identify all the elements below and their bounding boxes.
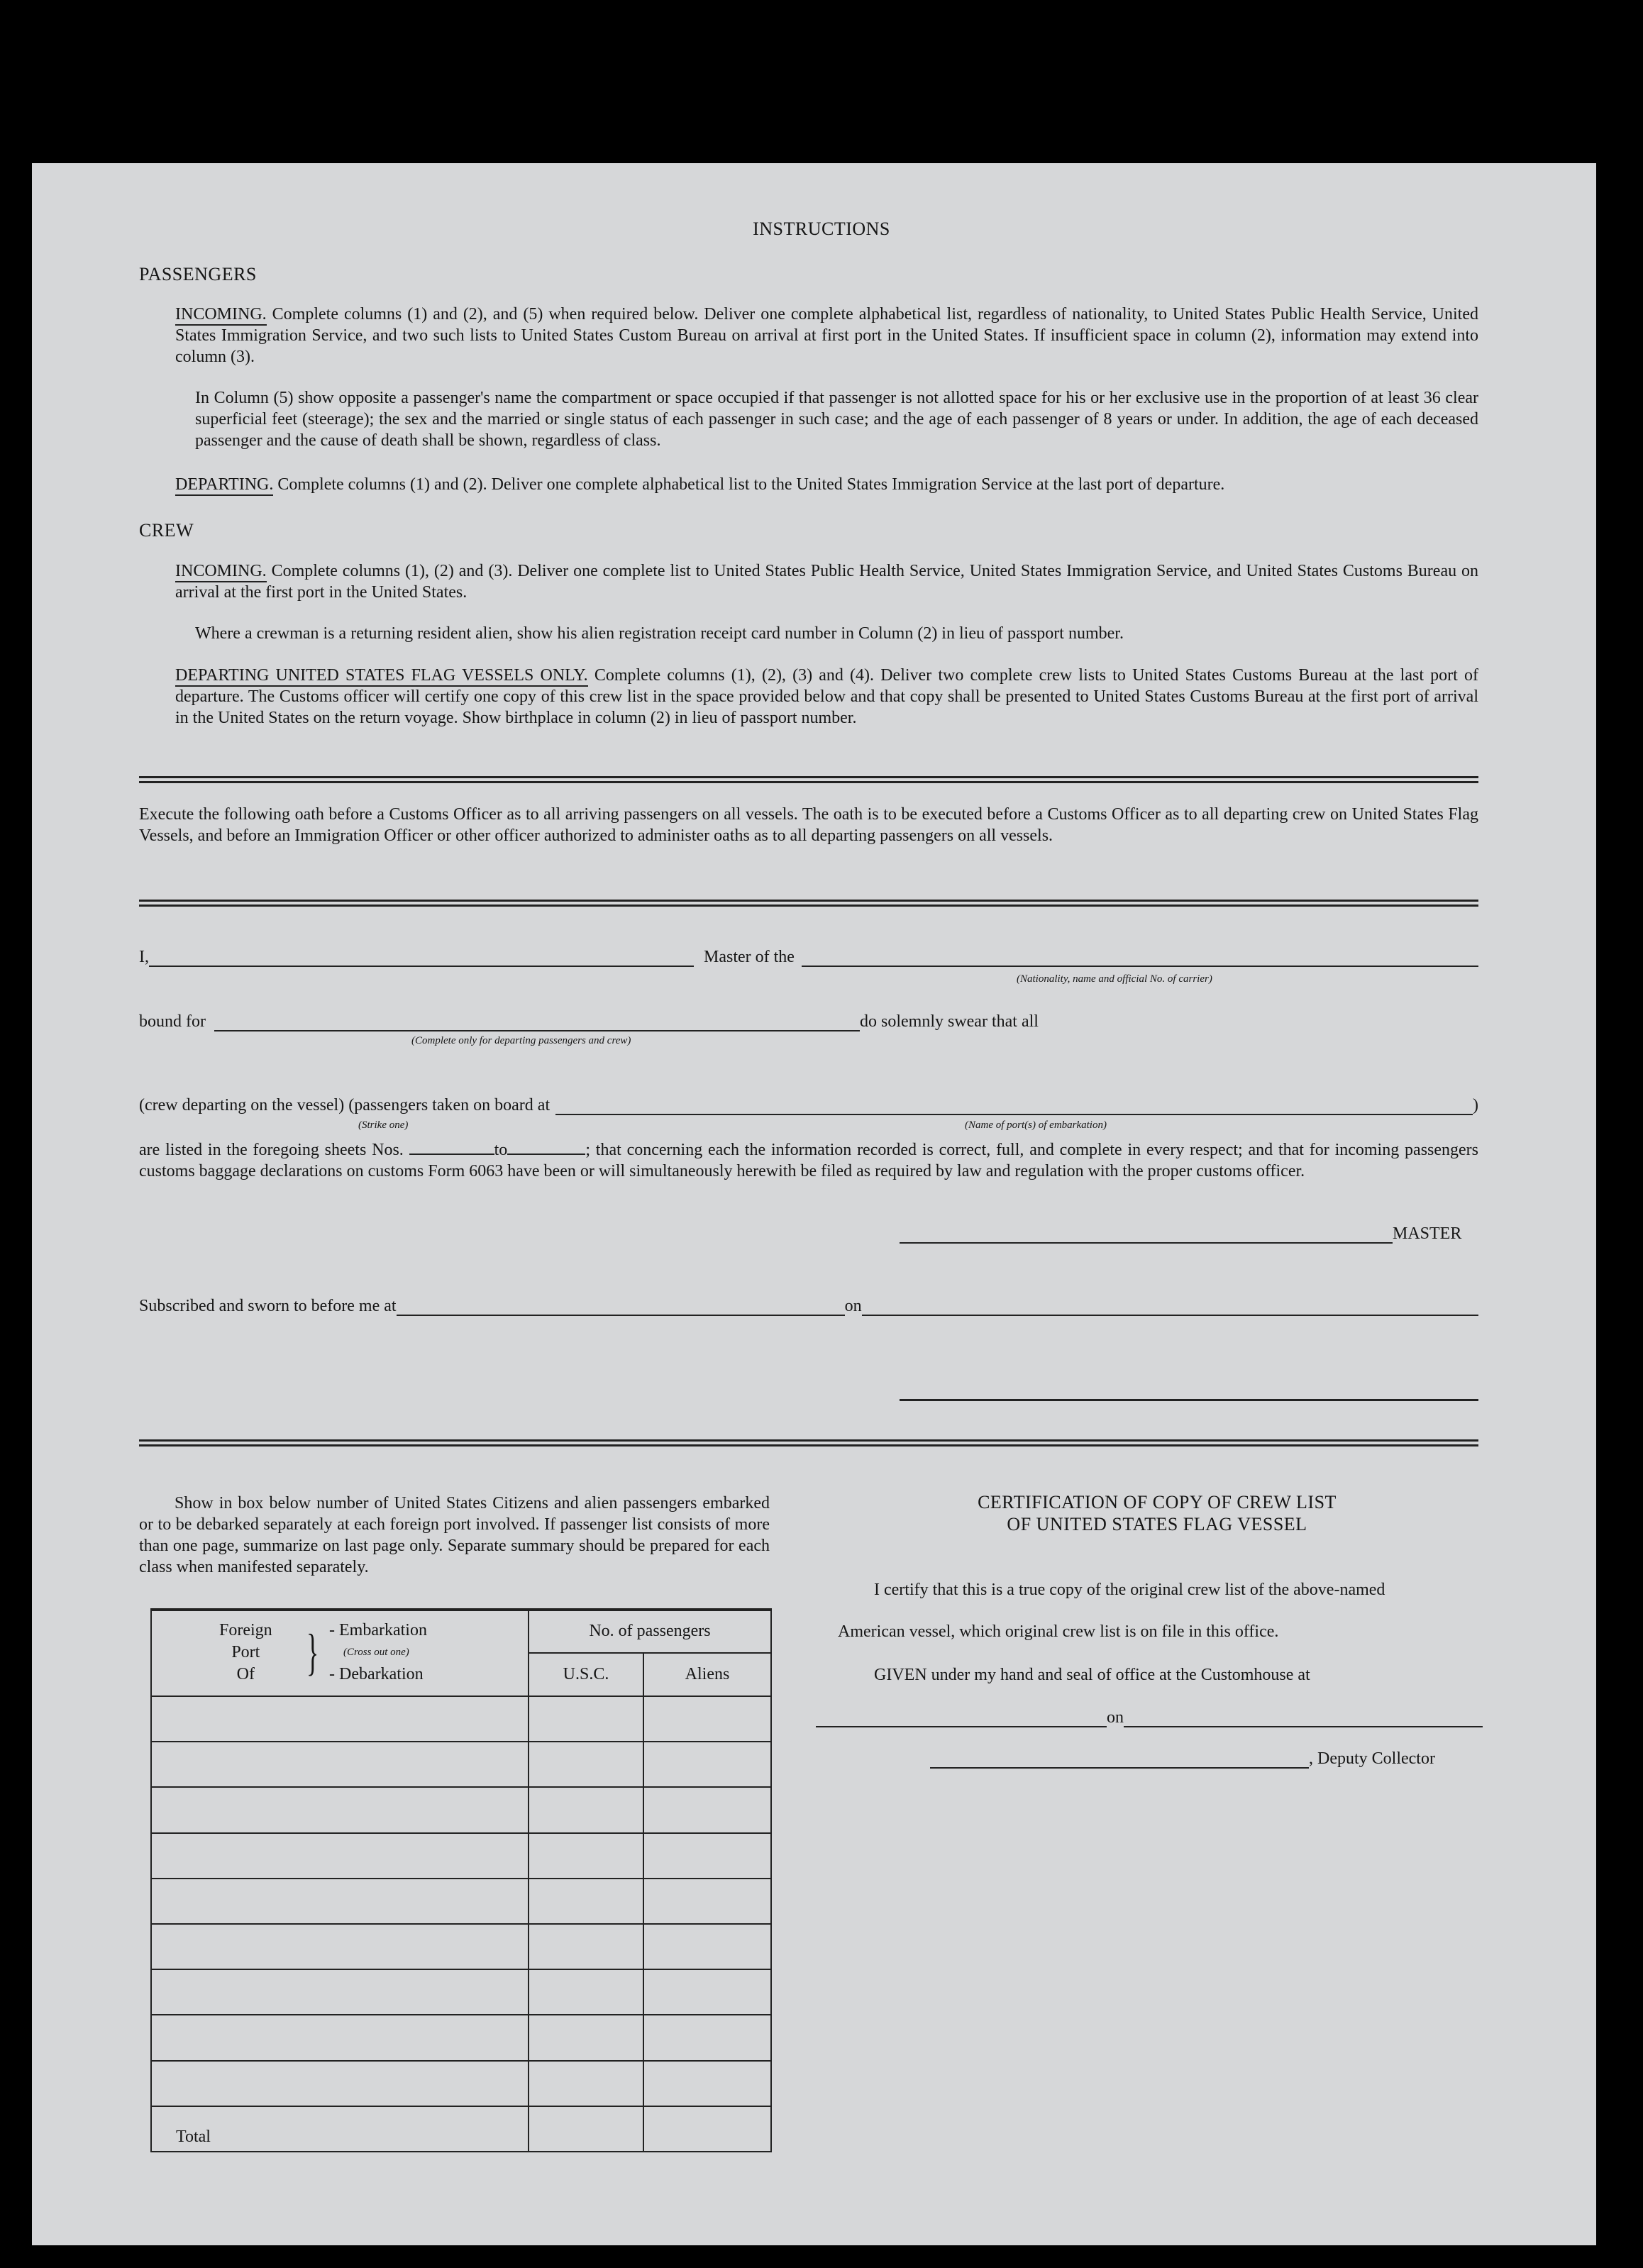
sworn-location-field[interactable] (397, 1299, 845, 1316)
passengers-departing-instructions (175, 474, 1478, 495)
crew-departing-text: Complete columns (1), (2), (3) and (4). Deliver two complete crew lists to United States Customs Bureau at the last port of departure. The Customs officer will certify one copy of this crew list in the space provided below and that copy shall be presented to United States Customs Bureau at the first port of arrival in the United States on the return voyage. Show birthplace in column (2) in lieu of passport number. (175, 666, 1478, 727)
usc-cell[interactable] (529, 1969, 643, 2015)
divider (139, 1444, 1478, 1446)
cross-out-caption: (Cross out one) (343, 1647, 409, 1658)
bound-for-line (139, 1012, 1039, 1031)
passengers-incoming-instructions (175, 304, 1478, 367)
divider (139, 781, 1478, 783)
passengers-header: No. of passengers (529, 1610, 771, 1653)
brace-icon: } (306, 1624, 319, 1681)
summary-row (151, 1969, 771, 2015)
divider (139, 905, 1478, 907)
carrier-field[interactable] (802, 950, 1478, 967)
sheet-from-field[interactable] (409, 1141, 494, 1155)
port-cell[interactable] (151, 1969, 529, 2015)
of-label: Of (236, 1665, 255, 1683)
strike-one-caption: (Strike one) (358, 1119, 409, 1131)
master-line (139, 948, 1478, 967)
aliens-cell[interactable] (643, 2015, 771, 2060)
total-row (151, 2106, 771, 2152)
aliens-cell[interactable] (643, 1833, 771, 1879)
port-cell[interactable] (151, 1787, 529, 1832)
usc-cell[interactable] (529, 1742, 643, 1787)
departing-text: Complete columns (1) and (2). Deliver one complete alphabetical list to the United States Immigration Service at the last port of departure. (277, 475, 1225, 494)
i-label: I, (139, 948, 149, 966)
embarkation-option[interactable]: - Embarkation (329, 1621, 427, 1639)
summary-row (151, 2015, 771, 2060)
bound-for-field[interactable] (214, 1014, 860, 1031)
divider (139, 776, 1478, 778)
aliens-cell[interactable] (643, 2061, 771, 2106)
port-cell[interactable] (151, 1833, 529, 1879)
summary-row (151, 1879, 771, 1924)
cert-on-label: on (1107, 1708, 1124, 1727)
passengers-heading: PASSENGERS (139, 264, 257, 284)
listed-prefix: are listed in the foregoing sheets Nos. (139, 1141, 404, 1159)
foreign-label: Foreign (219, 1621, 272, 1639)
usc-cell[interactable] (529, 2061, 643, 2106)
certify-line2: American vessel, which original crew list is on file in this office. (838, 1622, 1279, 1641)
total-aliens-cell[interactable] (643, 2106, 771, 2152)
port-cell[interactable] (151, 1879, 529, 1924)
crew-departing-instructions (175, 665, 1478, 729)
column5-instructions: In Column (5) show opposite a passenger's name the compartment or space occupied if that passenger is not allotted space for his or her exclusive use in the proportion of at least 36 clear superficial feet (steerage); the sex and the married or single status of each passenger in such case; and the age of each passenger of 8 years or under. In addition, the age of each deceased passenger and the cause of death shall be shown, regardless of class. (195, 389, 1478, 450)
master-name-field[interactable] (149, 950, 694, 967)
summary-row (151, 1742, 771, 1787)
departing-label: DEPARTING. (175, 475, 273, 496)
aliens-cell[interactable] (643, 1696, 771, 1742)
summary-row (151, 1787, 771, 1832)
master-signature-field[interactable] (900, 1227, 1393, 1244)
divider (139, 900, 1478, 902)
deputy-collector-line (930, 1749, 1435, 1769)
given-statement: GIVEN under my hand and seal of office at the Customhouse at (874, 1666, 1310, 1684)
crew-heading: CREW (139, 520, 194, 541)
usc-cell[interactable] (529, 1833, 643, 1879)
master-label: MASTER (1393, 1224, 1462, 1243)
port-cell[interactable] (151, 1696, 529, 1742)
certification-title (802, 1491, 1512, 1535)
usc-cell[interactable] (529, 2015, 643, 2060)
summary-instructions: Show in box below number of United States Citizens and alien passengers embarked or to be debarked separately at each foreign port involved. If passenger list consists of more than one page, summarize on last page only. Separate summary should be prepared for each class when manifested separately. (139, 1494, 770, 1576)
aliens-cell[interactable] (643, 1924, 771, 1969)
nationality-caption: (Nationality, name and official No. of carrier) (1017, 973, 1212, 985)
cert-date-field[interactable] (1124, 1710, 1483, 1727)
customhouse-field[interactable] (816, 1710, 1107, 1727)
crew-incoming-label: INCOMING. (175, 562, 267, 582)
aliens-cell[interactable] (643, 1742, 771, 1787)
embarkation-port-field[interactable] (555, 1098, 1473, 1115)
port-cell[interactable] (151, 2015, 529, 2060)
deputy-signature-field[interactable] (930, 1752, 1309, 1769)
usc-cell[interactable] (529, 1879, 643, 1924)
usc-cell[interactable] (529, 1787, 643, 1832)
debarkation-option[interactable]: - Debarkation (329, 1665, 424, 1683)
listed-statement (139, 1139, 1478, 1182)
usc-cell[interactable] (529, 1924, 643, 1969)
subscribed-line (139, 1297, 1478, 1316)
crew-passengers-label: (crew departing on the vessel) (passengers taken on board at (139, 1096, 551, 1114)
close-paren: ) (1473, 1096, 1478, 1114)
instructions-title: INSTRUCTIONS (753, 218, 890, 239)
summary-row (151, 1696, 771, 1742)
incoming-label: INCOMING. (175, 305, 267, 326)
port-label: Port (231, 1643, 260, 1661)
oath-intro: Execute the following oath before a Customs Officer as to all arriving passengers on all vessels. The oath is to be executed before a Customs Officer as to all departing crew on United States Flag Vessels, and before an Immigration Officer or other officer authorized to administer oaths as to all departing passengers on all vessels. (139, 805, 1478, 845)
bound-for-caption: (Complete only for departing passengers and crew) (411, 1035, 631, 1046)
crew-departing-label: DEPARTING UNITED STATES FLAG VESSELS ONLY. (175, 666, 588, 687)
on-label: on (844, 1297, 862, 1315)
incoming-text: Complete columns (1) and (2), and (5) when required below. Deliver one complete alphabetical list, regardless of nationality, to United States Public Health Service, United States Immigration Service, and two such lists to United States Custom Bureau on arrival at first port in the United States. If insufficient space in column (2), information may extend into column (3). (175, 305, 1479, 366)
swear-label: do solemnly swear that all (859, 1012, 1039, 1031)
port-cell[interactable] (151, 2061, 529, 2106)
divider (139, 1439, 1478, 1442)
certification-title-line2: OF UNITED STATES FLAG VESSEL (1007, 1514, 1307, 1534)
aliens-cell[interactable] (643, 1879, 771, 1924)
port-caption: (Name of port(s) of embarkation) (965, 1119, 1107, 1131)
port-header (151, 1610, 529, 1696)
total-label: Total (151, 2106, 529, 2152)
officer-signature-field[interactable] (900, 1399, 1478, 1401)
subscribed-label: Subscribed and sworn to before me at (139, 1297, 397, 1315)
port-cell[interactable] (151, 1742, 529, 1787)
aliens-cell[interactable] (643, 1969, 771, 2015)
port-cell[interactable] (151, 1924, 529, 1969)
usc-cell[interactable] (529, 1696, 643, 1742)
usc-header: U.S.C. (529, 1653, 643, 1696)
deputy-collector-label: , Deputy Collector (1309, 1749, 1435, 1768)
aliens-header: Aliens (643, 1653, 771, 1696)
master-of-label: Master of the (704, 948, 795, 966)
summary-row (151, 2061, 771, 2106)
crew-incoming-text: Complete columns (1), (2) and (3). Deliver one complete list to United States Public Health Service, United States Immigration Service, and United States Customs Bureau on arrival at the first port in the United States. (175, 562, 1479, 602)
to-label: to (494, 1141, 508, 1159)
bound-for-label: bound for (139, 1012, 206, 1031)
total-usc-cell[interactable] (529, 2106, 643, 2152)
summary-row (151, 1924, 771, 1969)
master-signature-line (900, 1224, 1461, 1244)
crew-incoming-instructions (175, 560, 1478, 603)
passenger-summary-table (150, 1608, 772, 2152)
certify-line1: I certify that this is a true copy of the original crew list of the above-named (874, 1581, 1385, 1599)
certification-title-line1: CERTIFICATION OF COPY OF CREW LIST (978, 1492, 1337, 1512)
customhouse-line (816, 1708, 1483, 1727)
aliens-cell[interactable] (643, 1787, 771, 1832)
sworn-date-field[interactable] (862, 1299, 1478, 1316)
summary-row (151, 1833, 771, 1879)
sheet-to-field[interactable] (507, 1141, 585, 1155)
embarkation-line (139, 1096, 1478, 1115)
listed-text: ; that concerning each the information recorded is correct, full, and complete in every respect; and that for incoming passengers customs baggage declarations on customs Form 6063 have been or will simultaneously herewith be filed as required by law and regulation with the proper customs officer. (139, 1141, 1479, 1180)
resident-alien-instructions: Where a crewman is a returning resident alien, show his alien registration receipt card number in Column (2) in lieu of passport number. (195, 624, 1124, 643)
